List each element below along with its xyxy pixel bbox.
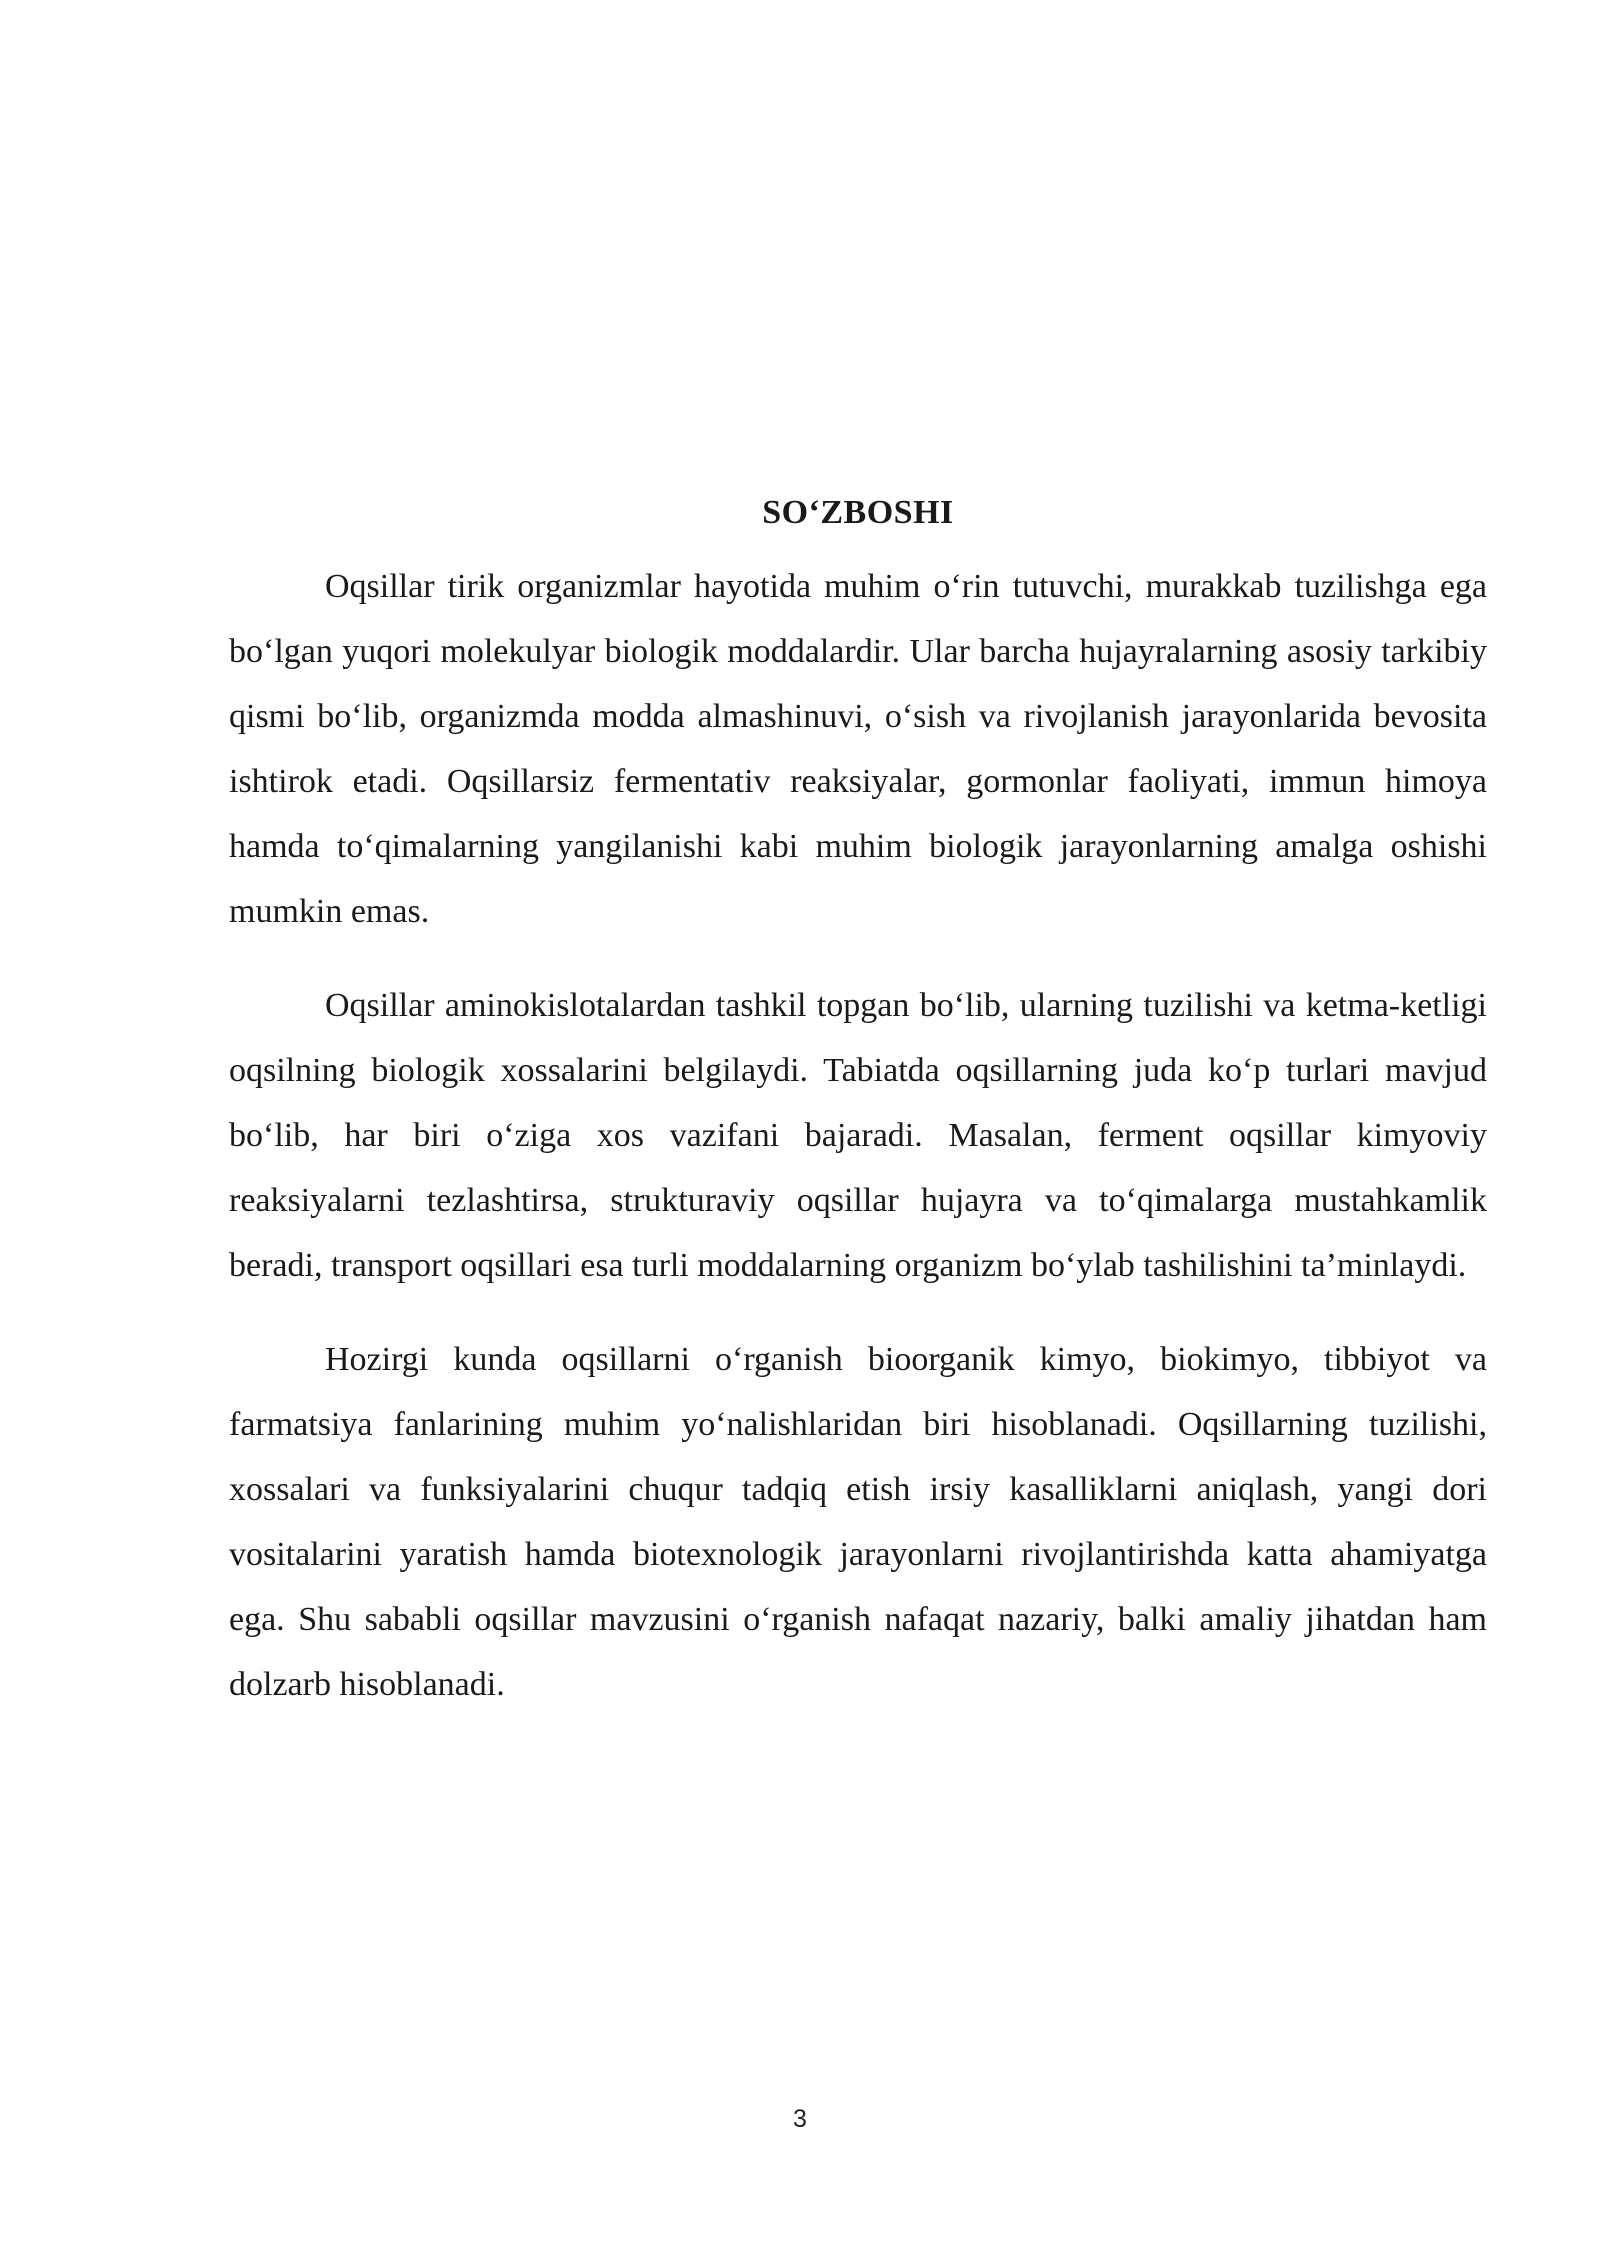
page-number: 3: [793, 2105, 807, 2133]
section-title: SO‘ZBOSHI: [762, 494, 954, 531]
paragraph-amino-acids: Oqsillar aminokislotalardan tashkil topgan bo‘lib, ularning tuzilishi va ketma-ketligi oqsilning biologik xossalarini belgilaydi. Tabiatda oqsillarning juda ko‘p turlari mavjud bo‘lib, har biri o‘ziga xos vazifani bajaradi. Masalan, ferment oqsillar kimyoviy reaksiyalarni tezlashtirsa, strukturaviy oqsillar hujayra va to‘qimalarga mustahkamlik beradi, transport oqsillari esa turli moddalarning organizm bo‘ylab tashilishini ta’minlaydi.: [229, 987, 1487, 1284]
page-content: [229, 488, 1487, 1746]
paragraph-intro: Oqsillar tirik organizmlar hayotida muhim o‘rin tutuvchi, murakkab tuzilishga ega bo‘lgan yuqori molekulyar biologik moddalardir. Ular barcha hujayralarning asosiy tarkibiy qismi bo‘lib, organizmda modda almashinuvi, o‘sish va rivojlanish jarayonlarida bevosita ishtirok etadi. Oqsillarsiz fermentativ reaksiyalar, gormonlar faoliyati, immun himoya hamda to‘qimalarning yangilanishi kabi muhim biologik jarayonlarning amalga oshishi mumkin emas.: [229, 568, 1487, 930]
paragraph-relevance: Hozirgi kunda oqsillarni o‘rganish bioorganik kimyo, biokimyo, tibbiyot va farmatsiya fanlarining muhim yo‘nalishlaridan biri hisoblanadi. Oqsillarning tuzilishi, xossalari va funksiyalarini chuqur tadqiq etish irsiy kasalliklarni aniqlash, yangi dori vositalarini yaratish hamda biotexnologik jarayonlarni rivojlantirishda katta ahamiyatga ega. Shu sababli oqsillar mavzusini o‘rganish nafaqat nazariy, balki amaliy jihatdan ham dolzarb hisoblanadi.: [229, 1341, 1487, 1703]
